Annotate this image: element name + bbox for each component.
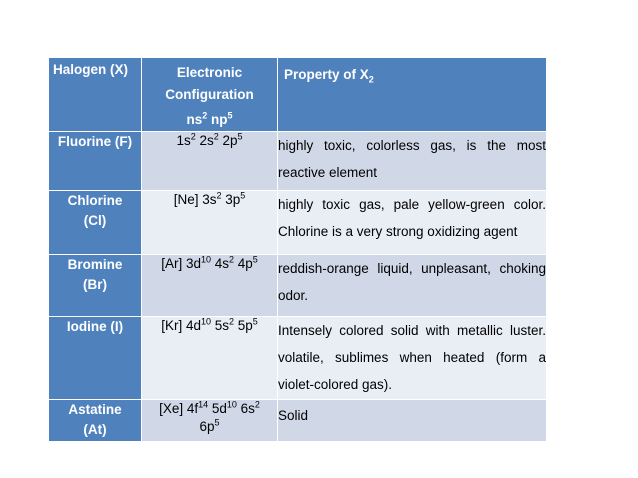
header-property: Property of $X_2$ bbox=[278, 58, 547, 132]
table-header-row bbox=[49, 58, 547, 132]
table-row bbox=[49, 255, 547, 317]
electron-configuration: [Ne] $3s^2$ $3p^5$ bbox=[142, 191, 278, 255]
table-row bbox=[49, 191, 547, 255]
halogen-name: Astatine (At) bbox=[49, 400, 142, 442]
electron-configuration: [Xe] $4f^{14}$ $5d^{10}$ $6s^2$ $6p^5$ bbox=[142, 400, 278, 442]
halogen-name: Fluorine (F) bbox=[49, 132, 142, 191]
table-row bbox=[49, 400, 547, 442]
header-electronic-configuration: Electronic Configuration $ns^2$ $np^5$ bbox=[142, 58, 278, 132]
table-row bbox=[49, 132, 547, 191]
halogen-property: Solid bbox=[278, 400, 547, 442]
halogen-property: highly toxic, colorless gas, is the most reactive element bbox=[278, 132, 547, 191]
halogen-name: Chlorine (Cl) bbox=[49, 191, 142, 255]
halogen-property: highly toxic gas, pale yellow-green color. Chlorine is a very strong oxidizing agent bbox=[278, 191, 547, 255]
electron-configuration: [Kr] $4d^{10}$ $5s^2$ $5p^5$ bbox=[142, 317, 278, 400]
electron-configuration: [Ar] $3d^{10}$ $4s^2$ $4p^5$ bbox=[142, 255, 278, 317]
halogen-property: Intensely colored solid with metallic luster. volatile, sublimes when heated (form a violet-colored gas). bbox=[278, 317, 547, 400]
halogen-property: reddish-orange liquid, unpleasant, choking odor. bbox=[278, 255, 547, 317]
table-row bbox=[49, 317, 547, 400]
halogen-name: Iodine (I) bbox=[49, 317, 142, 400]
electron-configuration: $1s^2$ $2s^2$ $2p^5$ bbox=[142, 132, 278, 191]
halogen-name: Bromine (Br) bbox=[49, 255, 142, 317]
halogen-properties-table bbox=[48, 57, 547, 442]
header-halogen: Halogen (X) bbox=[49, 58, 142, 132]
